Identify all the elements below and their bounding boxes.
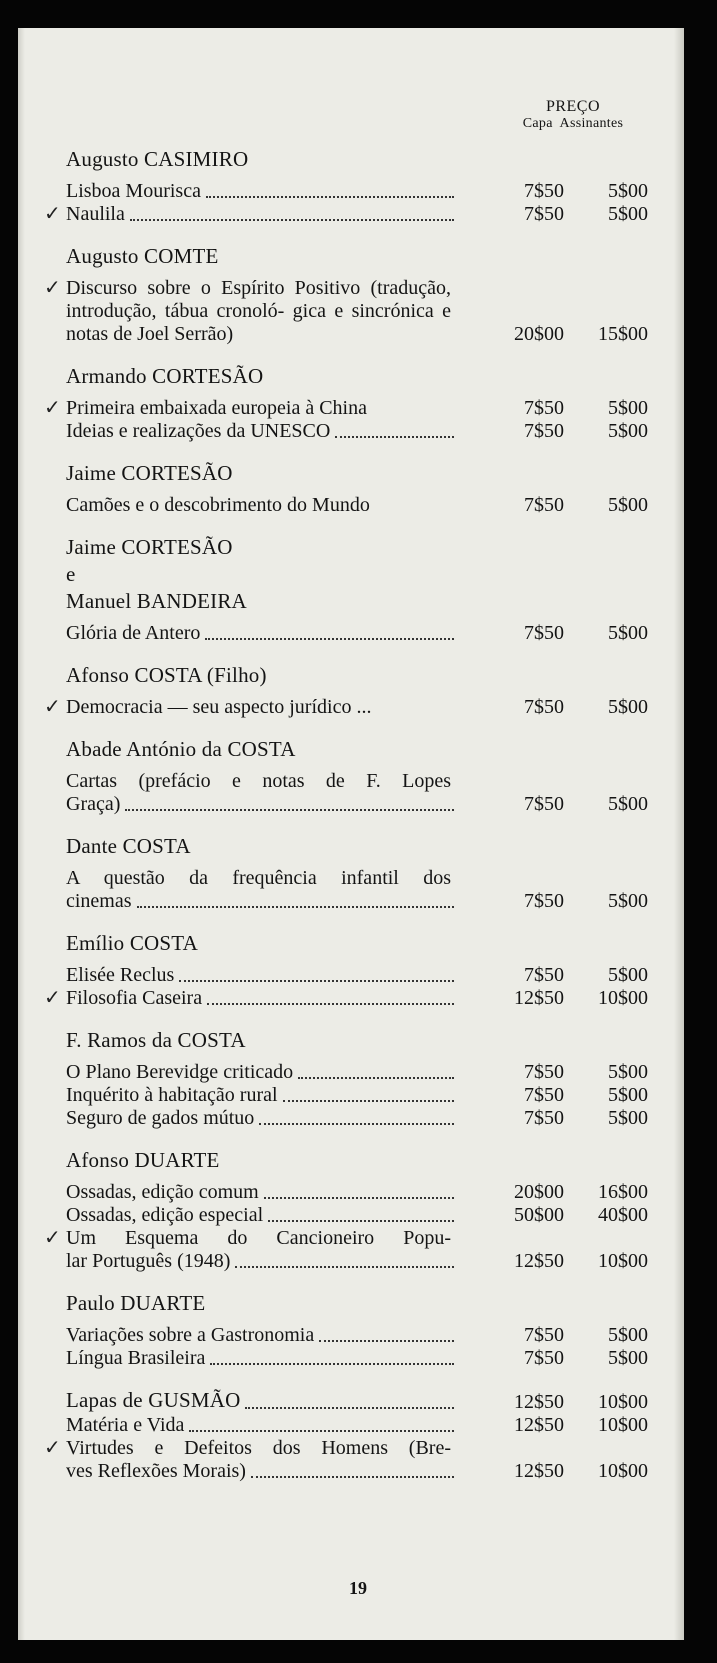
book-title: Seguro de gados mútuo: [66, 1107, 255, 1129]
book-title: Inquérito à habitação rural: [66, 1084, 278, 1106]
price-capa: 7$50: [524, 420, 564, 442]
book-row: [44, 1435, 670, 1483]
book-row: [66, 622, 670, 645]
entry-ramos-costa: [66, 1027, 670, 1130]
checkmark-icon: ✓: [44, 985, 61, 1009]
price-assinantes: 5$00: [608, 793, 648, 815]
catalog-page: [18, 28, 684, 1640]
price-assinantes: 10$00: [598, 1391, 648, 1413]
book-title: Filosofia Caseira: [66, 987, 203, 1009]
entry-afonso-costa: [44, 662, 670, 719]
price-capa: 7$50: [524, 1084, 564, 1106]
price-header-title: PREÇO: [545, 98, 601, 115]
checkmark-icon: ✓: [44, 201, 61, 225]
price-assinantes: 40$00: [598, 1204, 648, 1226]
author-name: F. Ramos da COSTA: [66, 1028, 246, 1052]
price-capa: 7$50: [524, 1324, 564, 1346]
author-name: Paulo DUARTE: [66, 1291, 206, 1315]
price-capa: 20$00: [514, 1181, 564, 1203]
book-row: [66, 1204, 670, 1227]
author-name: Jaime CORTESÃO: [66, 535, 233, 559]
price-capa: 50$00: [514, 1204, 564, 1226]
price-capa: 7$50: [524, 696, 564, 718]
book-row: [44, 275, 670, 346]
price-capa: 7$50: [524, 622, 564, 644]
book-title-line: lar Português (1948): [66, 1250, 231, 1272]
book-row: [66, 1084, 670, 1107]
book-row: [66, 867, 670, 913]
price-assinantes: 5$00: [608, 1084, 648, 1106]
book-title: Primeira embaixada europeia à China: [66, 397, 367, 419]
author-name: Afonso COSTA (Filho): [66, 663, 267, 687]
price-assinantes: 15$00: [598, 323, 648, 345]
author-name: Dante COSTA: [66, 834, 191, 858]
book-title-line: Um Esquema do Cancioneiro Popu-: [66, 1227, 451, 1249]
book-row: [66, 180, 670, 203]
author-conjunction: e: [66, 562, 76, 586]
book-row: [44, 395, 670, 420]
book-row: [66, 1324, 670, 1347]
book-row: [44, 985, 670, 1010]
entry-jaime-cortesao: [66, 460, 670, 517]
book-title: Ossadas, edição comum: [66, 1181, 259, 1203]
author-name: Augusto CASIMIRO: [66, 147, 249, 171]
entry-dante-costa: [66, 833, 670, 913]
book-title: Ossadas, edição especial: [66, 1204, 264, 1226]
price-capa: 12$50: [514, 987, 564, 1009]
book-title: Matéria e Vida: [66, 1414, 185, 1436]
entry-paulo-duarte: [66, 1290, 670, 1370]
price-assinantes: 5$00: [608, 420, 648, 442]
price-capa: 12$50: [514, 1460, 564, 1482]
book-row: [66, 494, 670, 517]
book-title: Glória de Antero: [66, 622, 201, 644]
author-name: Armando CORTESÃO: [66, 364, 264, 388]
book-row: [66, 1387, 670, 1414]
checkmark-icon: ✓: [44, 694, 61, 718]
book-row: [66, 1181, 670, 1204]
price-capa: 7$50: [524, 1347, 564, 1369]
entry-comte: [44, 243, 670, 346]
price-assinantes: 5$00: [608, 1061, 648, 1083]
price-capa: 12$50: [514, 1250, 564, 1272]
price-assinantes: 5$00: [608, 397, 648, 419]
price-assinantes: 5$00: [608, 203, 648, 225]
book-title-line: Graça): [66, 793, 121, 815]
book-title: Lisboa Mourisca: [66, 180, 201, 202]
price-capa: 12$50: [514, 1391, 564, 1413]
price-header: [473, 98, 673, 132]
price-capa: 20$00: [514, 323, 564, 345]
price-assinantes: 10$00: [598, 987, 648, 1009]
book-title-line: ves Reflexões Morais): [66, 1460, 246, 1482]
author-name: Augusto COMTE: [66, 244, 219, 268]
book-title: Discurso sobre o Espírito Positivo (tradução, introdução, tábua cronoló- gica e sincrónica e notas de Joel Serrão): [66, 277, 451, 345]
author-name: Emílio COSTA: [66, 931, 198, 955]
price-capa: 7$50: [524, 203, 564, 225]
page-number: 19: [349, 1578, 367, 1598]
entry-armando-cortesao: [44, 363, 670, 443]
price-assinantes: 5$00: [608, 180, 648, 202]
book-title: Variações sobre a Gastronomia: [66, 1324, 315, 1346]
entry-emilio-costa: [44, 930, 670, 1010]
entry-afonso-duarte: [44, 1147, 670, 1273]
book-title: Naulila: [66, 203, 125, 225]
book-row: [66, 1061, 670, 1084]
author-name: Abade António da COSTA: [66, 737, 296, 761]
price-capa: 7$50: [524, 1061, 564, 1083]
price-capa: 7$50: [524, 793, 564, 815]
price-assinantes: 5$00: [608, 1324, 648, 1346]
author-name: Lapas de GUSMÃO: [66, 1388, 241, 1412]
book-row: [44, 694, 670, 719]
price-assinantes: 16$00: [598, 1181, 648, 1203]
price-assinantes: 5$00: [608, 1347, 648, 1369]
book-title: Camões e o descobrimento do Mundo: [66, 494, 370, 516]
book-title: Língua Brasileira: [66, 1347, 206, 1369]
author-name: Jaime CORTESÃO: [66, 461, 233, 485]
checkmark-icon: ✓: [44, 1435, 61, 1459]
price-assinantes: 5$00: [608, 494, 648, 516]
price-assinantes: 10$00: [598, 1250, 648, 1272]
price-capa: 7$50: [524, 180, 564, 202]
price-assinantes: 5$00: [608, 1107, 648, 1129]
entry-cortesao-bandeira: [66, 534, 670, 645]
book-row: [66, 964, 670, 987]
price-capa: 7$50: [524, 1107, 564, 1129]
price-assinantes: 10$00: [598, 1460, 648, 1482]
price-assinantes: 5$00: [608, 622, 648, 644]
author-name: Afonso DUARTE: [66, 1148, 220, 1172]
price-capa: 7$50: [524, 397, 564, 419]
checkmark-icon: ✓: [44, 1225, 61, 1249]
price-capa: 7$50: [524, 494, 564, 516]
entry-casimiro: [44, 146, 670, 226]
author-name: Manuel BANDEIRA: [66, 589, 247, 613]
checkmark-icon: ✓: [44, 395, 61, 419]
checkmark-icon: ✓: [44, 275, 61, 299]
book-row: [66, 1107, 670, 1130]
price-capa: 7$50: [524, 964, 564, 986]
book-title-line: Cartas (prefácio e notas de F. Lopes: [66, 770, 451, 792]
book-title: O Plano Berevidge criticado: [66, 1061, 294, 1083]
price-assinantes: 5$00: [608, 964, 648, 986]
book-title: Ideias e realizações da UNESCO: [66, 420, 331, 442]
book-row: [44, 1225, 670, 1273]
price-capa: 12$50: [514, 1414, 564, 1436]
book-row: [66, 1414, 670, 1437]
price-assinantes: 5$00: [608, 696, 648, 718]
book-title: Elisée Reclus: [66, 964, 175, 986]
price-capa: 7$50: [524, 890, 564, 912]
book-title-line: Virtudes e Defeitos dos Homens (Bre-: [66, 1437, 451, 1459]
catalog-list: [44, 146, 670, 1500]
price-assinantes: 10$00: [598, 1414, 648, 1436]
book-title-line: cinemas: [66, 890, 132, 912]
entry-gusmao: [44, 1387, 670, 1483]
book-row: [66, 420, 670, 443]
book-title-line: A questão da frequência infantil dos: [66, 867, 451, 889]
book-row: [44, 201, 670, 226]
price-header-columns: Capa Assinantes: [522, 116, 624, 131]
book-row: [66, 770, 670, 816]
entry-abade-costa: [66, 736, 670, 816]
book-row: [66, 1347, 670, 1370]
price-assinantes: 5$00: [608, 890, 648, 912]
book-title: Democracia — seu aspecto jurídico ...: [66, 696, 372, 718]
